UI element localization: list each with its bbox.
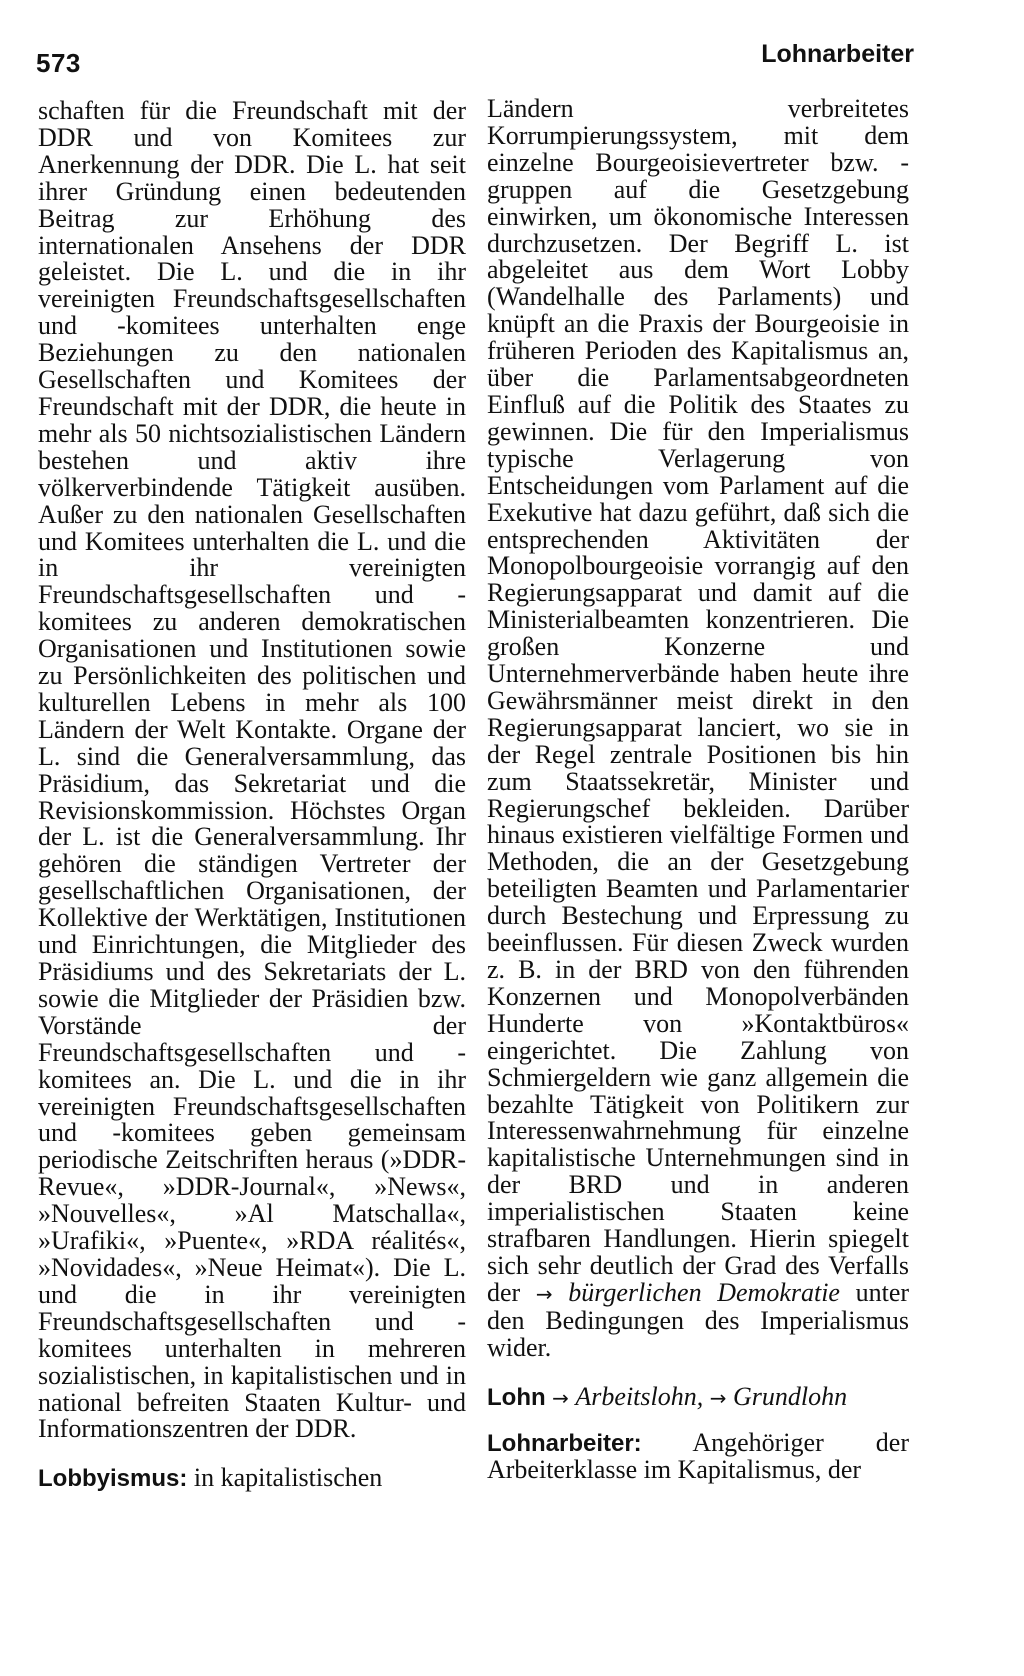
lobbyismus-body: Ländern verbreitetes Korrumpierungssystem, mit dem einzelne Bourgeoisievertreter bzw. -gruppen auf die Gesetzgebung einwirken, um ökonomische Interessen durchzusetzen. Der Begriff L. ist abgeleitet aus dem Wort Lobby (Wandelhalle des Parlaments) und knüpft an die Praxis der Bourgeoisie in früheren Perioden des Kapitalismus an, über die Parlamentsabgeordneten Einfluß auf die Politik des Staates zu gewinnen. Die für den Imperialismus typische Verlagerung von Entscheidungen vom Parlament auf die Exekutive hat dazu geführt, daß sich die entsprechenden Aktivitäten der Monopolbourgeoisie vorrangig auf den Regierungsapparat und damit auf die Ministerialbeamten konzentrieren. Die großen Konzerne und Unternehmerverbände haben heute ihre Gewährsmänner meist direkt in den Regierungsapparat lanciert, wo sie in der Regel zentrale Positionen bis hin zum Staatssekretär, Minister und Regierungschef bekleiden. Darüber hinaus existieren vielfältige Formen und Methoden, die an der Gesetzgebung beteiligten Beamten und Parlamentarier durch Bestechung und Erpressung zu beeinflussen. Für diesen Zweck wurden z. B. in der BRD von den führenden Konzernen und Monopolverbänden Hunderte von »Kontaktbüros« eingerichtet. Die Zahlung von Schmiergeldern wie ganz allgemein die bezahlte Tätigkeit von Politikern zur Interessenwahrnehmung für einzelne kapitalistische Unternehmungen sind in der BRD und in anderen imperialistischen Staaten keine strafbaren Handlungen. Hierin spiegelt sich sehr deutlich der Grad des Verfalls der bbox=[487, 94, 909, 1307]
entry-lobbyismus bbox=[38, 1465, 466, 1493]
lobbyismus-text-start: in kapitalistischen bbox=[193, 1463, 383, 1493]
headword-lohn: Lohn bbox=[487, 1383, 546, 1411]
entry-continuation-text: schaften für die Freundschaft mit der DDR und von Komitees zur Anerkennung der DDR. Die L. hat seit ihrer Gründung einen bedeutenden Beitrag zur Erhöhung des internationalen Ansehens der DDR geleistet. Die L. und die in ihr vereinigten Freundschaftsgesellschaften und -komitees unterhalten enge Beziehungen zu den nationalen Gesellschaften und Komitees der Freundschaft mit der DDR, die heute in mehr als 50 nichtsozialistischen Ländern bestehen und aktiv ihre völkerverbindende Tätigkeit ausüben. Außer zu den nationalen Gesellschaften und Komitees unterhalten die L. und die in ihr vereinigten Freundschaftsgesellschaften und -komitees zu anderen demokratischen Organisationen und Institutionen sowie zu Persönlichkeiten des politischen und kulturellen Lebens in mehr als 100 Ländern der Welt Kontakte. Organe der L. sind die Generalversammlung, das Präsidium, das Sekretariat und die Revisionskommission. Höchstes Organ der L. ist die Generalversammlung. Ihr gehören die ständigen Vertreter der gesellschaftlichen Organisationen, der Kollektive der Werktätigen, Institutionen und Einrichtungen, die Mitglieder des Präsidiums und des Sekretariats der L. sowie die Mitglieder der Präsidien bzw. Vorstände der Freundschaftsgesellschaften und -komitees an. Die L. und die in ihr vereinigten Freundschaftsgesellschaften und -komitees geben gemeinsam periodische Zeitschriften heraus (»DDR-Revue«, »DDR-Journal«, »News«, »Nouvelles«, »Al Matschalla«, »Urafiki«, »Puente«, »RDA réalités«, »Novidades«, »Neue Heimat«). Die L. und die in ihr vereinigten Freundschaftsgesellschaften und -komitees unterhalten in mehreren sozialistischen, in kapitalistischen und in national befreiten Staaten Kultur- und Informationszentren der DDR. bbox=[38, 96, 466, 1444]
cross-reference-arrow-icon: → bbox=[709, 1385, 727, 1410]
running-head: Lohnarbeiter bbox=[761, 40, 914, 68]
headword-lohnarbeiter: Lohnarbeiter: bbox=[487, 1429, 642, 1457]
cross-reference-buergerliche-demokratie[interactable]: bürgerlichen Demokratie bbox=[568, 1277, 840, 1307]
lobbyismus-end: unter den Bedingungen des Imperialismus wider. bbox=[487, 1277, 910, 1362]
headword-lobbyismus: Lobbyismus: bbox=[38, 1465, 188, 1493]
left-column bbox=[38, 98, 466, 1493]
cross-reference-grundlohn[interactable]: Grundlohn bbox=[733, 1381, 848, 1411]
lobbyismus-text bbox=[487, 96, 909, 1362]
right-column bbox=[487, 96, 909, 1484]
lohnarbeiter-text: Angehöriger der Arbeiterklasse im Kapitalismus, der bbox=[487, 1427, 909, 1485]
entry-lohnarbeiter bbox=[487, 1427, 909, 1485]
page-number: 573 bbox=[36, 48, 81, 78]
cross-reference-arrow-icon: → bbox=[552, 1385, 569, 1410]
entry-lohn bbox=[487, 1381, 909, 1412]
cross-reference-arbeitslohn[interactable]: Arbeitslohn, bbox=[575, 1381, 704, 1411]
cross-reference-arrow-icon: → bbox=[535, 1281, 553, 1306]
